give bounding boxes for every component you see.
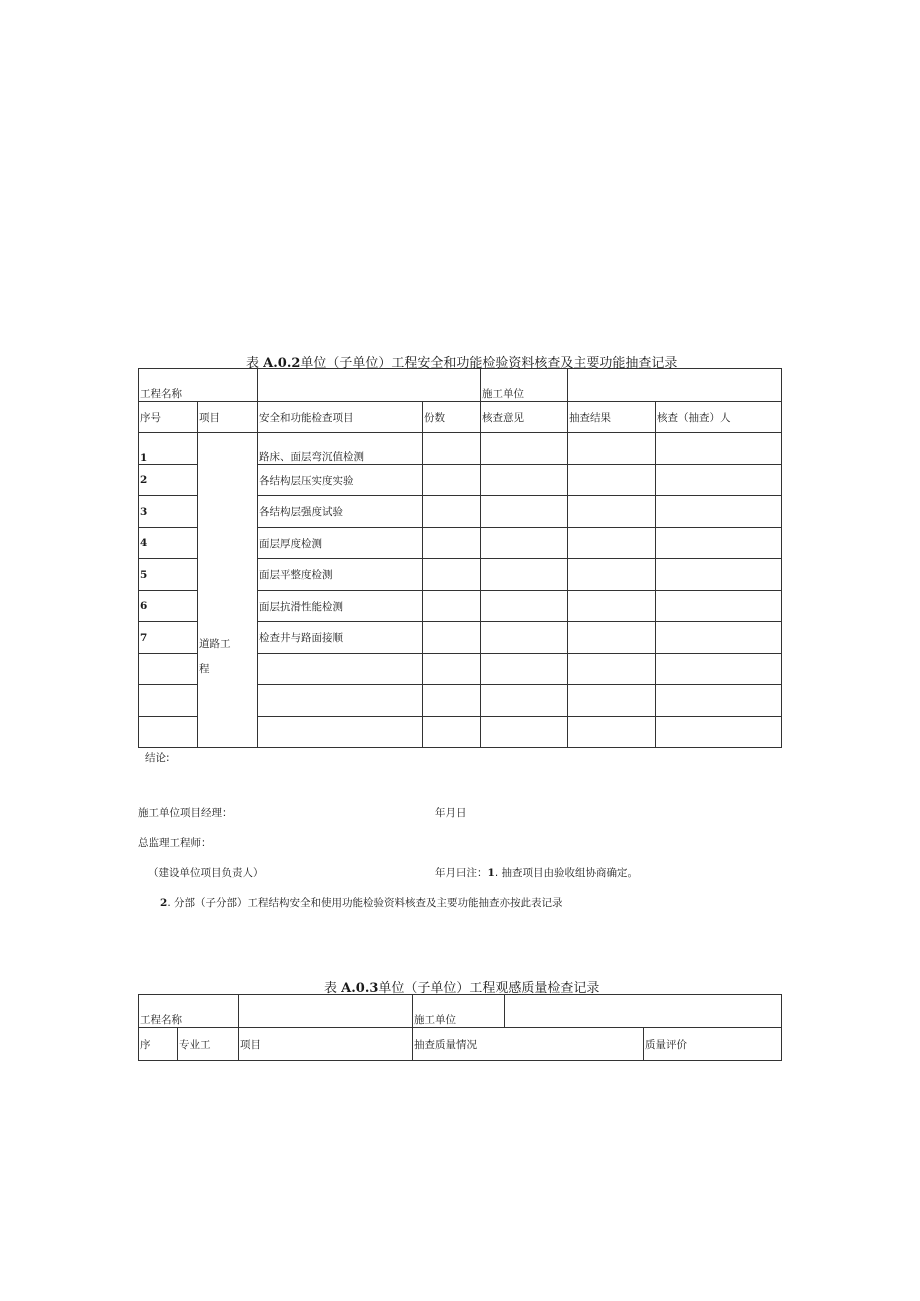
row-check-item[interactable]	[258, 685, 423, 717]
row-copies[interactable]	[423, 433, 481, 465]
row-result[interactable]	[568, 622, 656, 654]
construction-unit-value[interactable]	[568, 369, 782, 402]
row-seq: 7	[139, 622, 198, 654]
t2-construction-unit-label: 施工单位	[413, 995, 505, 1028]
row-opinion[interactable]	[481, 654, 568, 685]
row-opinion[interactable]	[481, 528, 568, 559]
row-check-item[interactable]	[258, 717, 423, 748]
header-checker: 核查（抽查）人	[656, 402, 782, 433]
row-result[interactable]	[568, 496, 656, 528]
row-opinion[interactable]	[481, 433, 568, 465]
row-check-item: 各结构层压实度实验	[258, 465, 423, 496]
row-copies[interactable]	[423, 496, 481, 528]
table2-title-prefix: 表	[324, 981, 338, 996]
row-seq: 6	[139, 591, 198, 622]
conclusion-label: 结论:	[145, 752, 170, 764]
date-note-prefix: 年月曰注：	[435, 867, 488, 879]
row-copies[interactable]	[423, 528, 481, 559]
table2-title-text: 单位（子单位）工程观感质量检查记录	[378, 981, 600, 996]
row-copies[interactable]	[423, 654, 481, 685]
row-result[interactable]	[568, 717, 656, 748]
t2-project-name-label: 工程名称	[139, 995, 239, 1028]
row-copies[interactable]	[423, 685, 481, 717]
note1-num: 1	[487, 867, 495, 879]
table1-title-prefix: 表	[246, 356, 260, 371]
category-line2: 程	[199, 663, 210, 675]
table1	[138, 368, 782, 748]
t2-header-evaluation: 质量评价	[644, 1028, 782, 1061]
row-check-item[interactable]	[258, 654, 423, 685]
row-copies[interactable]	[423, 622, 481, 654]
header-seq: 序号	[139, 402, 198, 433]
project-name-value[interactable]	[258, 369, 481, 402]
table2	[138, 994, 782, 1061]
note2-num: 2	[160, 897, 168, 909]
owner-label: （建设单位项目负责人）	[148, 867, 264, 879]
row-result[interactable]	[568, 591, 656, 622]
category-cell	[198, 433, 258, 748]
row-result[interactable]	[568, 654, 656, 685]
row-result[interactable]	[568, 528, 656, 559]
row-copies[interactable]	[423, 465, 481, 496]
t2-header-seq: 序	[139, 1028, 178, 1061]
note1-text: . 抽查项目由验收组协商确定。	[494, 867, 638, 879]
row-opinion[interactable]	[481, 622, 568, 654]
row-seq: 1	[139, 433, 198, 465]
row-opinion[interactable]	[481, 717, 568, 748]
row-seq: 4	[139, 528, 198, 559]
row-opinion[interactable]	[481, 559, 568, 591]
header-check-item: 安全和功能检查项目	[258, 402, 423, 433]
row-opinion[interactable]	[481, 496, 568, 528]
pm-label: 施工单位项目经理：	[138, 807, 233, 819]
project-name-label: 工程名称	[139, 369, 258, 402]
header-item: 项目	[198, 402, 258, 433]
row-check-item: 检查井与路面接顺	[258, 622, 423, 654]
chief-supervisor-label: 总监理工程师：	[138, 837, 212, 849]
row-copies[interactable]	[423, 591, 481, 622]
row-check-item: 路床、面层弯沉值检测	[258, 433, 423, 465]
row-checker[interactable]	[656, 528, 782, 559]
table-row	[139, 433, 782, 465]
row-result[interactable]	[568, 433, 656, 465]
row-result[interactable]	[568, 465, 656, 496]
row-checker[interactable]	[656, 591, 782, 622]
row-result[interactable]	[568, 559, 656, 591]
row-opinion[interactable]	[481, 685, 568, 717]
construction-unit-label: 施工单位	[481, 369, 568, 402]
row-opinion[interactable]	[481, 465, 568, 496]
note2-line	[160, 895, 563, 910]
row-checker[interactable]	[656, 685, 782, 717]
header-opinion: 核查意见	[481, 402, 568, 433]
row-seq[interactable]	[139, 654, 198, 685]
row-seq: 2	[139, 465, 198, 496]
row-checker[interactable]	[656, 433, 782, 465]
t2-project-name-value[interactable]	[239, 995, 413, 1028]
row-checker[interactable]	[656, 622, 782, 654]
header-copies: 份数	[423, 402, 481, 433]
table1-title-code: A.0.2	[263, 356, 301, 371]
note2-text: . 分部（子分部）工程结构安全和使用功能检验资料核查及主要功能抽查亦按此表记录	[167, 897, 563, 909]
row-checker[interactable]	[656, 559, 782, 591]
t2-header-situation: 抽查质量情况	[413, 1028, 644, 1061]
date-label-1: 年月日	[435, 807, 467, 819]
row-seq[interactable]	[139, 717, 198, 748]
header-result: 抽查结果	[568, 402, 656, 433]
row-check-item: 各结构层强度试验	[258, 496, 423, 528]
table2-title-code: A.0.3	[341, 981, 379, 996]
row-check-item: 面层抗滑性能检测	[258, 591, 423, 622]
t2-header-item: 项目	[239, 1028, 413, 1061]
t2-header-specialty: 专业工	[178, 1028, 239, 1061]
row-seq[interactable]	[139, 685, 198, 717]
row-check-item: 面层平整度检测	[258, 559, 423, 591]
row-seq: 5	[139, 559, 198, 591]
date-note-line	[435, 865, 638, 880]
row-checker[interactable]	[656, 496, 782, 528]
category-line1: 道路工	[199, 638, 231, 650]
row-checker[interactable]	[656, 465, 782, 496]
row-opinion[interactable]	[481, 591, 568, 622]
row-copies[interactable]	[423, 717, 481, 748]
row-result[interactable]	[568, 685, 656, 717]
row-check-item: 面层厚度检测	[258, 528, 423, 559]
row-copies[interactable]	[423, 559, 481, 591]
table1-title-text: 单位（子单位）工程安全和功能检验资料核查及主要功能抽查记录	[300, 356, 678, 371]
row-seq: 3	[139, 496, 198, 528]
row-checker[interactable]	[656, 717, 782, 748]
t2-construction-unit-value[interactable]	[505, 995, 782, 1028]
row-checker[interactable]	[656, 654, 782, 685]
